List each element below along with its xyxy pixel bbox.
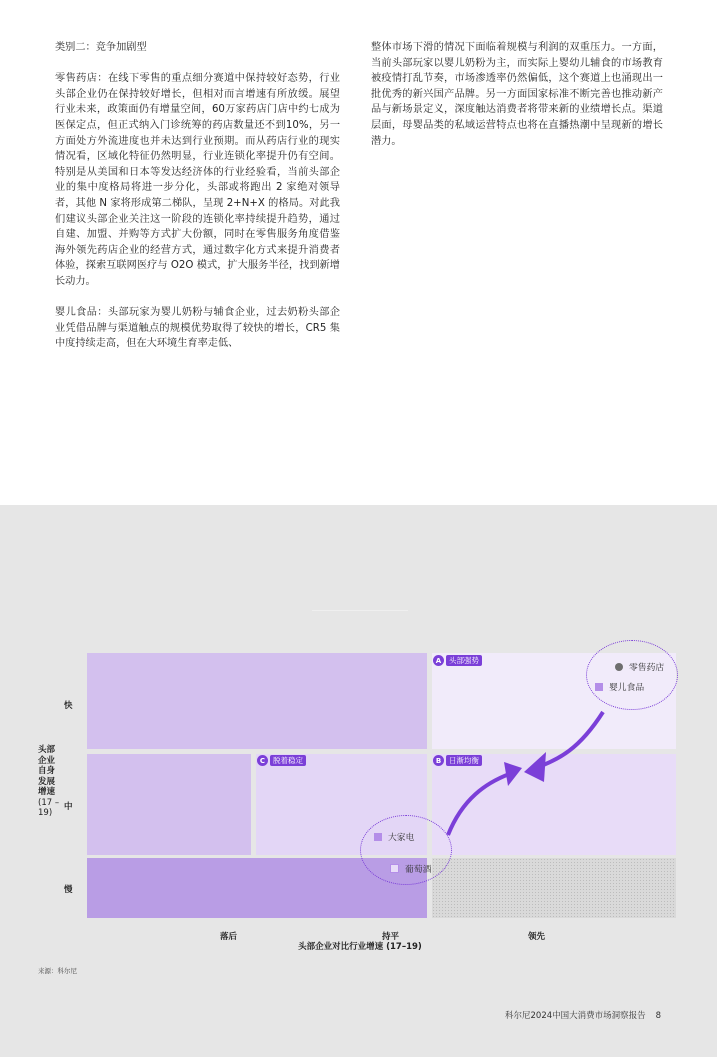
y-tick-fast: 快	[64, 701, 73, 711]
cell-mid-lag	[87, 754, 251, 855]
x-tick-par: 持平	[382, 932, 400, 942]
quadrant-tag-b: B 日渐均衡	[433, 755, 482, 766]
quadrant-tag-c: C 脱着稳定	[257, 755, 306, 766]
x-tick-lead: 领先	[528, 932, 546, 942]
paragraph-retail-pharmacy: 零售药店：在线下零售的重点细分赛道中保持较好态势，行业头部企业仍在保持较好增长，但相对而言增速有所放缓。展望行业未来，政策面仍有增量空间，60万家药店门店中约七成为医保定点，但正式纳入门诊统筹的药店数量还不到10%，另一方面处方外流进度也并未达到行业预期。而从药店行业的现实情况看，区域化特征仍然明显，行业连锁化率提升仍有空间。特别是从美国和日本等发达经济体的行业经验看，当前头部企业的集中度格局将进一步分化，头部或将跑出 2 家绝对领导者，其他 N 家将形成第二梯队，呈现 2+N+X 的格局。对此我们建议头部企业关注这一阶段的连锁化率持续提升趋势，通过自建、加盟、并购等方式扩大份额，同时在零售服务角度借鉴海外领先药店企业的经营方式，通过数字化方式来提升消费者体验，探索互联网医疗与 O2O 模式，扩大服务半径，找到新增长动力。	[55, 73, 340, 287]
point-retail-pharmacy: 零售药店	[615, 660, 664, 673]
y-tick-mid: 中	[64, 802, 73, 812]
point-baby-food: 婴儿食品	[595, 680, 644, 693]
cell-slow-lead	[432, 858, 676, 918]
square-marker-icon	[595, 683, 603, 691]
cell-mid-lead	[432, 754, 676, 855]
highlight-ellipse-top	[586, 640, 678, 710]
section-heading: 类别二：竞争加剧型	[55, 42, 147, 53]
page-footer	[505, 1009, 661, 1021]
x-tick-lag: 落后	[220, 932, 238, 942]
badge-a-icon: A	[433, 655, 444, 666]
paragraph-baby-food: 婴儿食品：头部玩家为婴儿奶粉与辅食企业，过去奶粉头部企业凭借品牌与渠道触点的规模优势取得了较快的增长，CR5 集中度持续走高，但在大环境生育率走低、	[55, 307, 340, 350]
point-wine: 葡萄酒	[390, 862, 431, 875]
square-marker-icon	[374, 833, 382, 841]
square-outline-marker-icon	[390, 864, 399, 873]
y-axis-label: 头部企业自身发展增速 (17 – 19)	[38, 745, 60, 818]
divider	[312, 610, 408, 611]
left-text-column	[55, 40, 340, 367]
badge-b-icon: B	[433, 755, 444, 766]
badge-c-icon: C	[257, 755, 268, 766]
paragraph-baby-food-continued: 整体市场下滑的情况下面临着规模与利润的双重压力。一方面，当前头部玩家以婴儿奶粉为主，而实际上婴幼儿辅食的市场教育被疫情打乱节奏，市场渗透率仍然偏低，这个赛道上也涌现出一批优秀的新兴国产品牌。另一方面国家标准不断完善也推动新产品与新场景定义，深度触达消费者将带来新的业绩增长点。渠道层面，母婴品类的私域运营特点也将在直播热潮中呈现新的增长潜力。	[371, 42, 663, 147]
x-axis-label: 头部企业对比行业增速 (17–19)	[298, 942, 422, 952]
quadrant-tag-a: A 头部强势	[433, 655, 482, 666]
point-appliances: 大家电	[374, 830, 414, 843]
cell-fast-lag	[87, 653, 427, 749]
page-number: 8	[655, 1011, 662, 1021]
dot-marker-icon	[615, 663, 623, 671]
right-text-column	[371, 40, 663, 165]
report-title: 科尔尼2024中国大消费市场洞察报告	[505, 1011, 646, 1021]
y-tick-slow: 慢	[64, 885, 73, 895]
source-note: 来源：科尔尼	[38, 967, 77, 975]
